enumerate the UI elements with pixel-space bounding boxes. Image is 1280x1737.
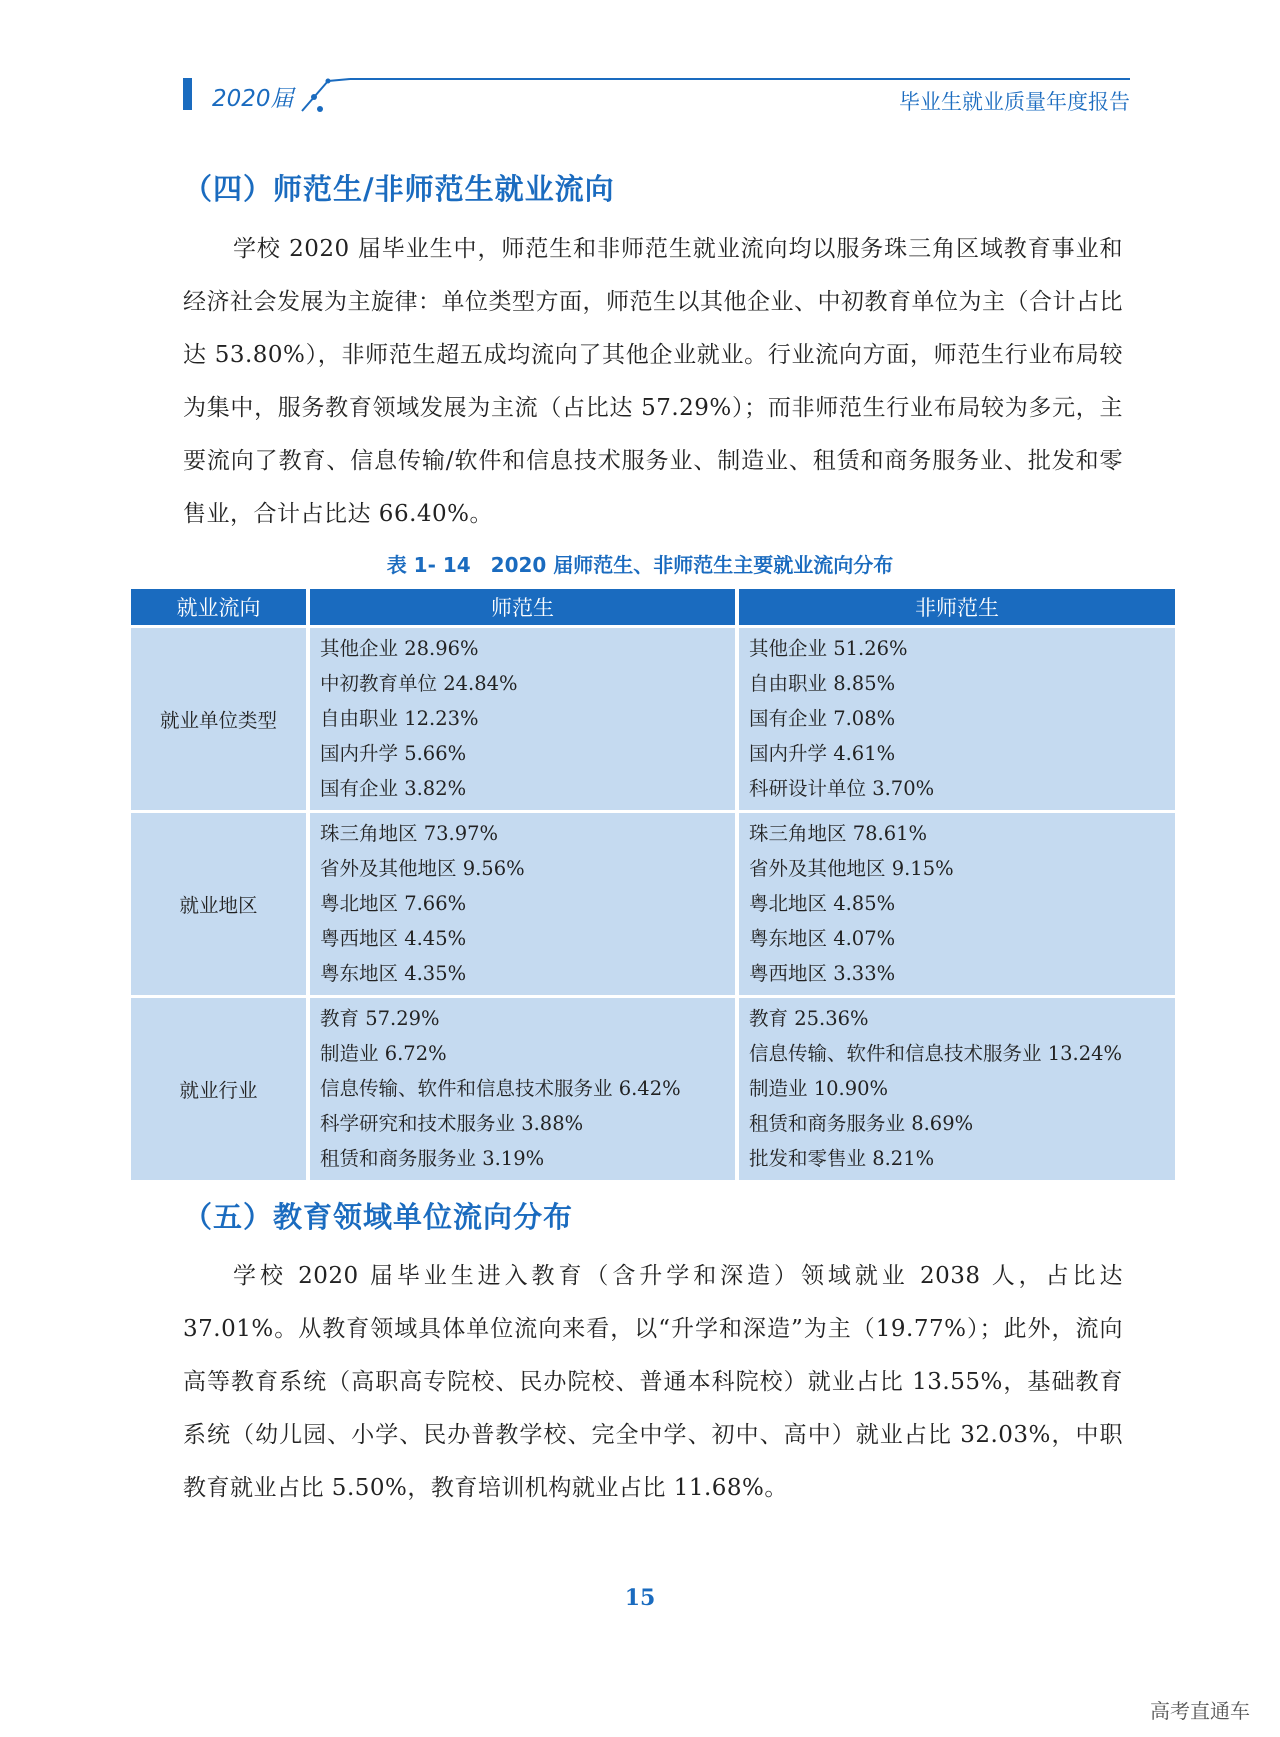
normal-list xyxy=(310,998,735,1180)
list-item: 批发和零售业 8.21% xyxy=(749,1147,935,1170)
table-caption: 表 1- 14 2020 届师范生、非师范生主要就业流向分布 xyxy=(386,553,894,577)
normal-list xyxy=(310,628,735,810)
section-4-heading: （四）师范生/非师范生就业流向 xyxy=(183,172,615,206)
list-item: 粤东地区 4.35% xyxy=(320,962,467,985)
row-category: 就业地区 xyxy=(131,813,306,995)
table-header-row xyxy=(131,589,1175,625)
watermark: 高考直通车 xyxy=(1150,1699,1250,1723)
list-item: 国内升学 5.66% xyxy=(320,742,467,765)
list-item: 其他企业 51.26% xyxy=(749,637,908,660)
header-report-title: 毕业生就业质量年度报告 xyxy=(899,90,1130,114)
section-4-paragraph: 学校 2020 届毕业生中，师范生和非师范生就业流向均以服务珠三角区域教育事业和经济社会发展为主旋律：单位类型方面，师范生以其他企业、中初教育单位为主（合计占比达 53.80%），非师范生超五成均流向了其他企业就业。行业流向方面，师范生行业布局较为集中，服务教育领域发展为主流（占比达 57.29%）；而非师范生行业布局较为多元，主要流向了教育、信息传输/软件和信息技术服务业、制造业、租赁和商务服务业、批发和零售业，合计占比达 66.40%。 xyxy=(183,236,1123,527)
list-item: 其他企业 28.96% xyxy=(320,637,479,660)
non-normal-list xyxy=(739,998,1175,1180)
non-normal-list xyxy=(739,813,1175,995)
list-item: 租赁和商务服务业 3.19% xyxy=(320,1147,545,1170)
header-rule xyxy=(350,78,1130,80)
table-row xyxy=(131,628,1175,810)
list-item: 珠三角地区 73.97% xyxy=(320,822,499,845)
column-header-normal: 师范生 xyxy=(310,589,735,625)
non-normal-list xyxy=(739,628,1175,810)
list-item: 粤北地区 7.66% xyxy=(320,892,467,915)
list-item: 教育 57.29% xyxy=(320,1007,440,1030)
list-item: 信息传输、软件和信息技术服务业 13.24% xyxy=(749,1042,1123,1065)
list-item: 粤东地区 4.07% xyxy=(749,927,896,950)
section-5-paragraph: 学校 2020 届毕业生进入教育（含升学和深造）领域就业 2038 人，占比达 37.01%。从教育领域具体单位流向来看，以“升学和深造”为主（19.77%）；此外，流向高等教育系统（高职高专院校、民办院校、普通本科院校）就业占比 13.55%，基础教育系统（幼儿园、小学、民办普教学校、完全中学、初中、高中）就业占比 32.03%，中职教育就业占比 5.50%，教育培训机构就业占比 11.68%。 xyxy=(183,1263,1123,1501)
list-item: 省外及其他地区 9.15% xyxy=(749,857,954,880)
list-item: 粤北地区 4.85% xyxy=(749,892,896,915)
row-category: 就业单位类型 xyxy=(131,628,306,810)
list-item: 自由职业 8.85% xyxy=(749,672,896,695)
table-row xyxy=(131,998,1175,1180)
list-item: 国有企业 7.08% xyxy=(749,707,896,730)
list-item: 国有企业 3.82% xyxy=(320,777,467,800)
list-item: 国内升学 4.61% xyxy=(749,742,896,765)
list-item: 中初教育单位 24.84% xyxy=(320,672,518,695)
normal-list xyxy=(310,813,735,995)
list-item: 粤西地区 4.45% xyxy=(320,927,467,950)
header-accent-bar xyxy=(183,78,192,110)
column-header-non-normal: 非师范生 xyxy=(739,589,1175,625)
list-item: 珠三角地区 78.61% xyxy=(749,822,928,845)
header-year: 2020届 xyxy=(212,86,294,112)
table-row xyxy=(131,813,1175,995)
list-item: 制造业 6.72% xyxy=(320,1042,447,1065)
page-number: 15 xyxy=(624,1585,656,1611)
list-item: 信息传输、软件和信息技术服务业 6.42% xyxy=(320,1077,681,1100)
list-item: 自由职业 12.23% xyxy=(320,707,479,730)
section-5-heading: （五）教育领域单位流向分布 xyxy=(183,1200,574,1234)
list-item: 省外及其他地区 9.56% xyxy=(320,857,525,880)
list-item: 科学研究和技术服务业 3.88% xyxy=(320,1112,584,1135)
column-header-flow: 就业流向 xyxy=(131,589,306,625)
list-item: 租赁和商务服务业 8.69% xyxy=(749,1112,974,1135)
header-decoration-icon xyxy=(300,75,360,115)
list-item: 粤西地区 3.33% xyxy=(749,962,896,985)
list-item: 教育 25.36% xyxy=(749,1007,869,1030)
list-item: 制造业 10.90% xyxy=(749,1077,889,1100)
list-item: 科研设计单位 3.70% xyxy=(749,777,935,800)
row-category: 就业行业 xyxy=(131,998,306,1180)
employment-flow-table xyxy=(127,586,1179,1183)
